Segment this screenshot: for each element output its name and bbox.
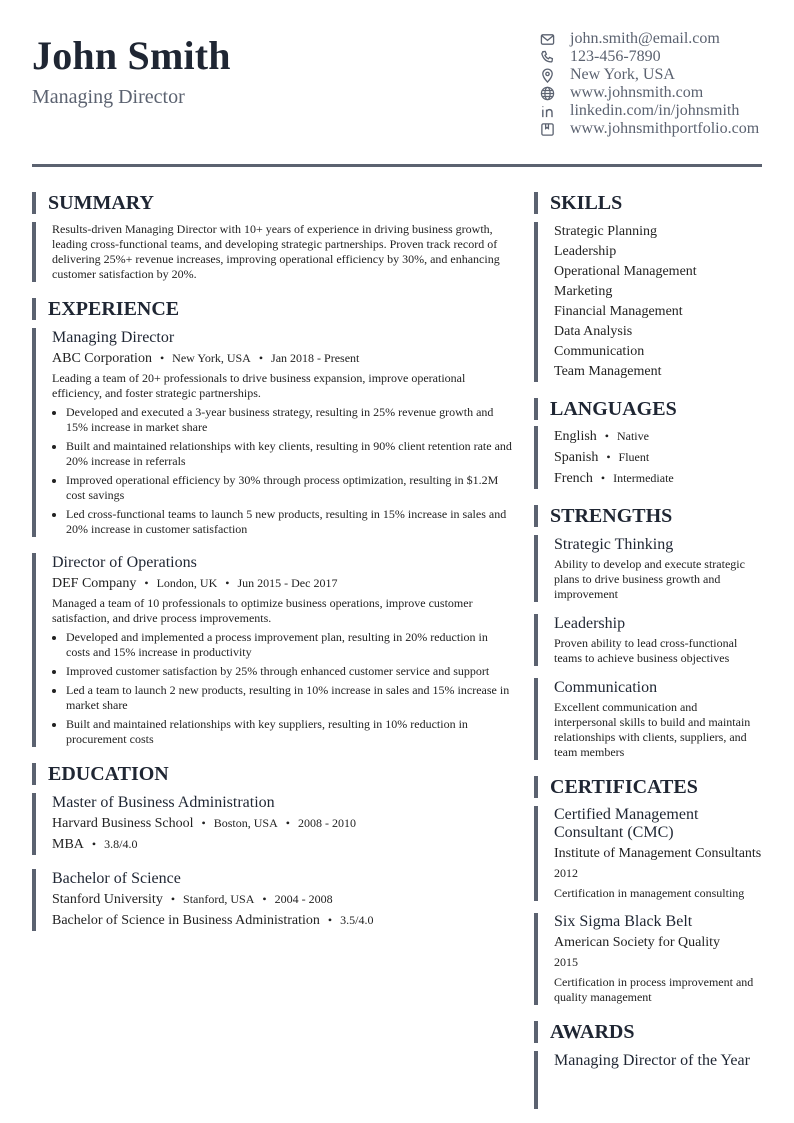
degree-title: Bachelor of Science — [52, 870, 181, 887]
skill-item: Data Analysis — [554, 324, 633, 339]
strength-entry — [534, 535, 762, 602]
job-location: New York, USA — [172, 351, 251, 365]
language-item: Spanish • Fluent — [554, 450, 650, 465]
skill-item: Leadership — [554, 244, 617, 259]
contact-email-text[interactable]: john.smith@email.com — [570, 30, 720, 47]
field-of-study: Bachelor of Science in Business Administration — [52, 913, 320, 928]
education-meta: Stanford University • Stanford, USA • 2004 - 2008 — [52, 892, 333, 907]
language-level: Intermediate — [613, 471, 674, 485]
gpa: 3.8/4.0 — [104, 837, 138, 851]
contact-website-text[interactable]: www.johnsmith.com — [570, 84, 704, 101]
education-entry — [32, 869, 512, 931]
job-title: Director of Operations — [52, 554, 197, 571]
job-company: ABC Corporation — [52, 351, 152, 366]
strength-description: Excellent communication and interpersonal skills to build and maintain relationships with clients, suppliers, and team members — [554, 700, 751, 759]
achievement-item: • Built and maintained relationships with key suppliers, resulting in 10% reduction in procurement costs — [66, 717, 512, 747]
header-divider — [32, 164, 762, 167]
education-field: MBA • 3.8/4.0 — [52, 837, 138, 852]
experience-entry — [32, 328, 512, 537]
strength-title: Strategic Thinking — [554, 536, 674, 553]
school-location: Boston, USA — [213, 816, 278, 830]
job-achievements — [52, 630, 512, 747]
certificate-description: Certification in management consulting — [554, 886, 745, 900]
job-achievements — [52, 405, 512, 537]
strength-description: Ability to develop and execute strategic plans to drive business growth and improvement — [554, 557, 745, 601]
skill-item: Strategic Planning — [554, 224, 658, 239]
language-name: Spanish — [554, 450, 599, 465]
certificate-issuer: American Society for Quality — [554, 935, 721, 950]
achievement-item: • Developed and implemented a process improvement plan, resulting in 20% reduction in costs and 15% increase in productivity — [66, 630, 512, 660]
strengths-heading: STRENGTHS — [534, 505, 762, 527]
linkedin-icon — [538, 102, 556, 120]
languages-list — [534, 426, 762, 489]
education-dates: 2004 - 2008 — [274, 892, 333, 906]
job-dates: Jan 2018 - Present — [271, 351, 360, 365]
job-meta: DEF Company • London, UK • Jun 2015 - Dec 2017 — [52, 576, 338, 591]
education-entry — [32, 793, 512, 855]
experience-entry — [32, 553, 512, 747]
skill-item: Communication — [554, 344, 645, 359]
strength-entry — [534, 678, 762, 760]
contact-website[interactable] — [538, 84, 762, 102]
certificate-year: 2012 — [554, 866, 578, 880]
achievement-item: • Built and maintained relationships with key clients, resulting in 90% client retention rate and 20% increase in referrals — [66, 439, 512, 469]
contact-linkedin[interactable] — [538, 102, 762, 120]
job-title: Managing Director — [52, 329, 175, 346]
school-name: Stanford University — [52, 892, 163, 907]
education-field: Bachelor of Science in Business Administration • 3.5/4.0 — [52, 913, 374, 928]
job-company: DEF Company — [52, 576, 137, 591]
skills-heading: SKILLS — [534, 192, 762, 214]
contact-phone-text[interactable]: 123-456-7890 — [570, 48, 661, 65]
job-description: Managed a team of 10 professionals to optimize business operations, improve customer satisfaction, and drive process improvements. — [52, 596, 473, 625]
achievement-item: • Led cross-functional teams to launch 5 new products, resulting in 15% increase in sales and 20% increase in customer satisfaction — [66, 507, 512, 537]
candidate-title: Managing Director — [32, 86, 185, 108]
language-name: English — [554, 429, 597, 444]
skill-item: Team Management — [554, 364, 662, 379]
summary-heading: SUMMARY — [32, 192, 512, 214]
language-name: French — [554, 471, 593, 486]
achievement-item: • Developed and executed a 3-year business strategy, resulting in 25% revenue growth and 15% increase in market share — [66, 405, 512, 435]
contact-email[interactable] — [538, 30, 762, 48]
strength-entry — [534, 614, 762, 666]
summary-text: Results-driven Managing Director with 10+ years of experience in driving business growth, leading cross-functional teams, and developing strategic partnerships. Proven track record of delivering 25%+ revenue increases, improving operational efficiency by 30%, and enhancing customer satisfaction by 20%. — [52, 222, 500, 281]
job-description: Leading a team of 20+ professionals to drive business expansion, improve operational efficiency, and foster strategic partnerships. — [52, 371, 466, 400]
school-name: Harvard Business School — [52, 816, 194, 831]
certificate-title: Certified Management Consultant (CMC) — [554, 806, 699, 841]
language-level: Fluent — [618, 450, 650, 464]
awards-list — [534, 1051, 762, 1109]
languages-heading: LANGUAGES — [534, 398, 762, 420]
skill-item: Marketing — [554, 284, 613, 299]
certificate-year: 2015 — [554, 955, 578, 969]
summary-section — [32, 222, 512, 282]
certificate-entry — [534, 913, 762, 1005]
language-item: French • Intermediate — [554, 471, 674, 486]
location-icon — [538, 66, 556, 84]
education-meta: Harvard Business School • Boston, USA • 2008 - 2010 — [52, 816, 356, 831]
contact-linkedin-text[interactable]: linkedin.com/in/johnsmith — [570, 102, 740, 119]
job-dates: Jun 2015 - Dec 2017 — [237, 576, 338, 590]
certificate-title: Six Sigma Black Belt — [554, 913, 693, 930]
strength-title: Communication — [554, 679, 658, 696]
achievement-item: • Improved operational efficiency by 30% through process optimization, resulting in $1.2M cost savings — [66, 473, 512, 503]
contact-portfolio-text[interactable]: www.johnsmithportfolio.com — [570, 120, 760, 137]
skill-item: Operational Management — [554, 264, 697, 279]
resume-header — [32, 30, 762, 160]
school-location: Stanford, USA — [183, 892, 255, 906]
gpa: 3.5/4.0 — [340, 913, 374, 927]
contact-location-text: New York, USA — [570, 66, 675, 83]
degree-title: Master of Business Administration — [52, 794, 275, 811]
contact-portfolio[interactable] — [538, 120, 762, 138]
left-column — [32, 192, 512, 931]
education-dates: 2008 - 2010 — [297, 816, 356, 830]
job-meta: ABC Corporation • New York, USA • Jan 2018 - Present — [52, 351, 360, 366]
skills-list — [534, 222, 762, 382]
contact-phone[interactable] — [538, 48, 762, 66]
candidate-name: John Smith — [32, 33, 231, 78]
strength-title: Leadership — [554, 615, 626, 632]
language-item: English • Native — [554, 429, 649, 444]
certificate-description: Certification in process improvement and quality management — [554, 975, 754, 1004]
portfolio-icon — [538, 120, 556, 138]
contact-list — [538, 30, 762, 138]
certificates-heading: CERTIFICATES — [534, 776, 762, 798]
right-column — [534, 192, 762, 1109]
skill-item: Financial Management — [554, 304, 683, 319]
award-item: Managing Director of the Year — [554, 1052, 750, 1069]
strength-description: Proven ability to lead cross-functional teams to achieve business objectives — [554, 636, 738, 665]
achievement-item: • Led a team to launch 2 new products, resulting in 10% increase in sales and 15% increase in market share — [66, 683, 512, 713]
contact-location — [538, 66, 762, 84]
awards-heading: AWARDS — [534, 1021, 762, 1043]
job-location: London, UK — [156, 576, 218, 590]
language-level: Native — [616, 429, 649, 443]
experience-heading: EXPERIENCE — [32, 298, 512, 320]
education-heading: EDUCATION — [32, 763, 512, 785]
email-icon — [538, 30, 556, 48]
certificate-entry — [534, 806, 762, 901]
globe-icon — [538, 84, 556, 102]
phone-icon — [538, 48, 556, 66]
achievement-item: • Improved customer satisfaction by 25% through enhanced customer service and support — [66, 664, 512, 679]
certificate-issuer: Institute of Management Consultants — [554, 846, 762, 861]
field-of-study: MBA — [52, 837, 84, 852]
